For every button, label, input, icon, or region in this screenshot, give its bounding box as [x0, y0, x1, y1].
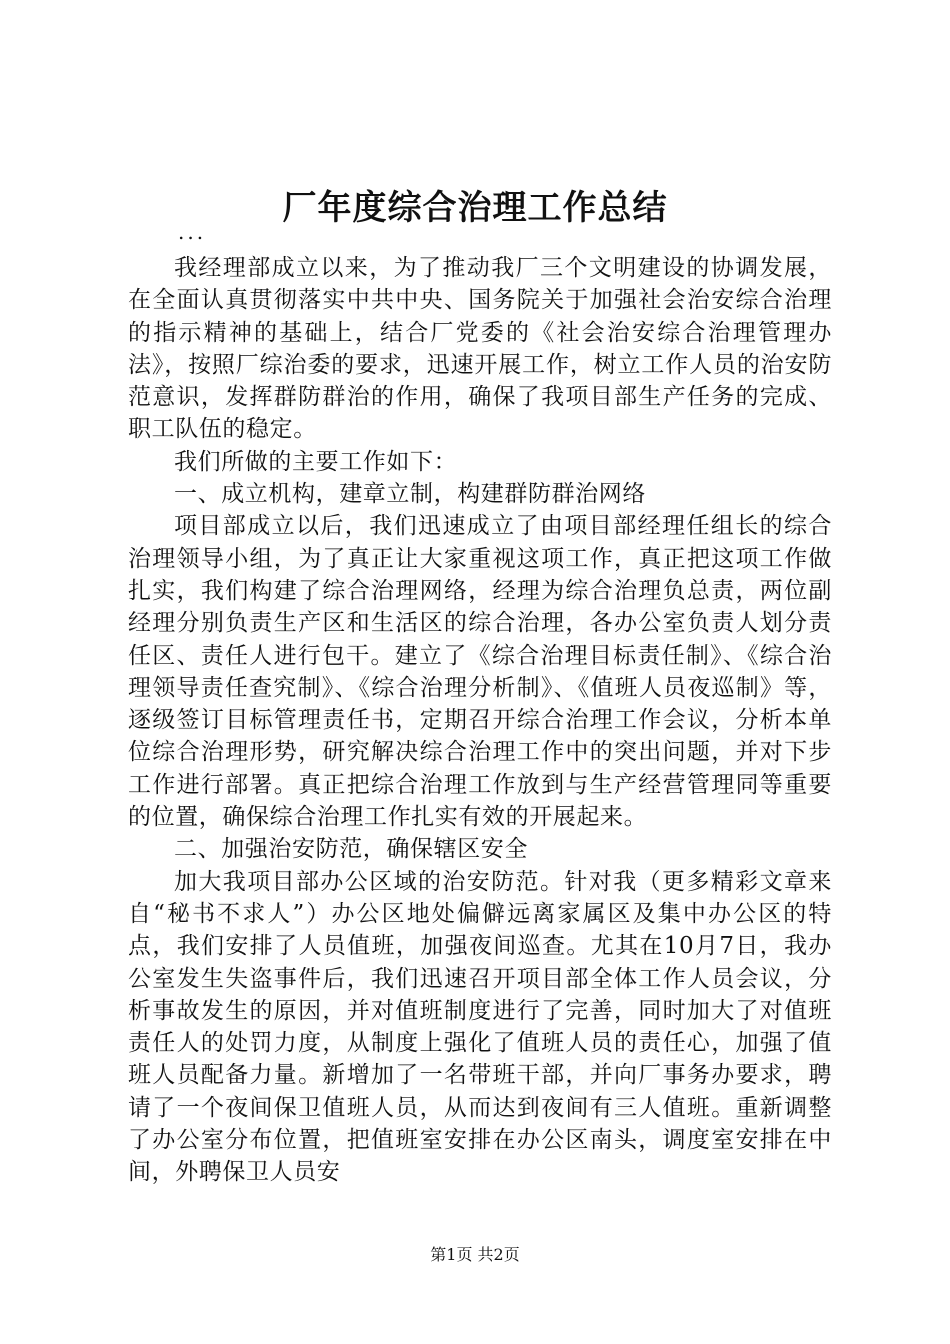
paragraph-section-2: 加大我项目部办公区域的治安防范。针对我（更多精彩文章来自“秘书不求人”）办公区地处偏僻远离家属区及集中办公区的特点，我们安排了人员值班，加强夜间巡查。尤其在10月7日，我办公室发生失盗事件后，我们迅速召开项目部全体工作人员会议，分析事故发生的原因，并对值班制度进行了完善，同时加大了对值班责任人的处罚力度，从制度上强化了值班人员的责任心，加强了值班人员配备力量。新增加了一名带班干部，并向厂事务办要求，聘请了一个夜间保卫值班人员，从而达到夜间有三人值班。重新调整了办公室分布位置，把值班室安排在办公区南头，调度室安排在中间，外聘保卫人员安 [128, 868, 832, 1186]
ellipsis-marker: ... [178, 220, 207, 244]
document-title: 厂年度综合治理工作总结 [282, 188, 668, 228]
section-heading-1: 一、成立机构，建章立制，构建群防群治网络 [174, 481, 646, 508]
paragraph-section-1: 项目部成立以后，我们迅速成立了由项目部经理任组长的综合治理领导小组，为了真正让大家重视这项工作，真正把这项工作做扎实，我们构建了综合治理网络，经理为综合治理负总责，两位副经理分别负责生产区和生活区的综合治理，各办公室负责人划分责任区、责任人进行包干。建立了《综合治理目标责任制》、《综合治理领导责任查究制》、《综合治理分析制》、《值班人员夜巡制》等，逐级签订目标管理责任书，定期召开综合治理工作会议，分析本单位综合治理形势，研究解决综合治理工作中的突出问题，并对下步工作进行部署。真正把综合治理工作放到与生产经营管理同等重要的位置，确保综合治理工作扎实有效的开展起来。 [128, 513, 832, 831]
section-heading-2: 二、加强治安防范，确保辖区安全 [174, 836, 528, 863]
paragraph-main-work: 我们所做的主要工作如下： [174, 448, 458, 475]
page-footer: 第1页 共2页 [430, 1245, 520, 1264]
paragraph-intro: 我经理部成立以来，为了推动我厂三个文明建设的协调发展，在全面认真贯彻落实中共中央、国务院关于加强社会治安综合治理的指示精神的基础上，结合厂党委的《社会治安综合治理管理办法》，按照厂综治委的要求，迅速开展工作，树立工作人员的治安防范意识，发挥群防群治的作用，确保了我项目部生产任务的完成、职工队伍的稳定。 [128, 255, 832, 443]
document-body [128, 252, 832, 1189]
